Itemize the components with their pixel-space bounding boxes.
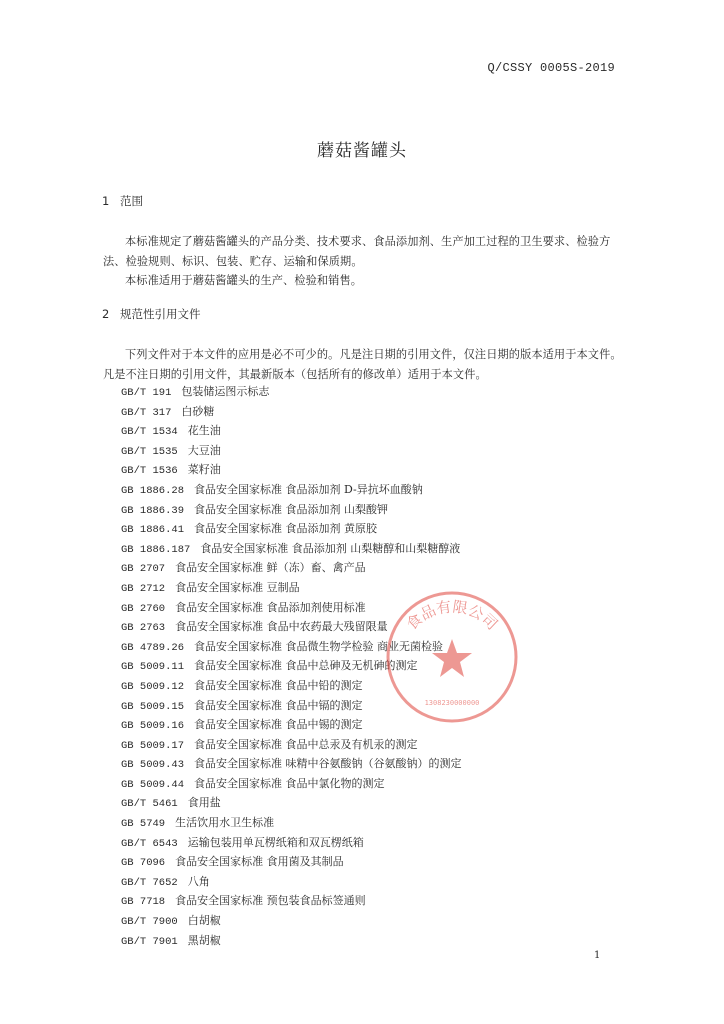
reference-title: 食品安全国家标准 食品中总汞及有机汞的测定 [194, 737, 418, 751]
section-heading-references [102, 306, 201, 322]
reference-title: 运输包装用单瓦楞纸箱和双瓦楞纸箱 [187, 835, 364, 849]
reference-item [121, 558, 601, 578]
reference-item [121, 500, 601, 520]
reference-code: GB 5009.15 [121, 700, 185, 713]
reference-title: 食品安全国家标准 食品中农药最大残留限量 [175, 620, 388, 634]
seal-star-icon [432, 639, 472, 677]
seal-serial: 1308230000000 [424, 699, 480, 707]
reference-code: GB 5009.11 [121, 661, 185, 674]
reference-code: GB/T 317 [121, 406, 172, 419]
reference-title: 食品安全国家标准 食品中氯化物的测定 [194, 776, 385, 790]
reference-item [121, 460, 601, 480]
reference-list [121, 382, 601, 950]
reference-item [121, 715, 601, 735]
company-seal-stamp [382, 587, 522, 727]
reference-title: 八角 [187, 874, 210, 888]
reference-item [121, 656, 601, 676]
reference-title: 食品安全国家标准 味精中谷氨酸钠（谷氨酸钠）的测定 [194, 757, 462, 771]
reference-code: GB/T 6543 [121, 837, 178, 850]
section-heading-scope [102, 193, 143, 209]
paragraph: 本标准规定了蘑菇酱罐头的产品分类、技术要求、食品添加剂、生产加工过程的卫生要求、检验方法、检验规则、标识、包装、贮存、运输和保质期。 [103, 235, 611, 268]
reference-code: GB/T 7900 [121, 916, 178, 929]
reference-code: GB 5749 [121, 818, 166, 831]
section-number: 2 [102, 307, 110, 321]
reference-item [121, 637, 601, 657]
reference-code: GB 1886.41 [121, 524, 185, 537]
reference-code: GB 2760 [121, 602, 166, 615]
reference-title: 白砂糖 [181, 404, 215, 418]
reference-title: 食品安全国家标准 食用菌及其制品 [175, 855, 344, 869]
reference-title: 食品安全国家标准 豆制品 [175, 580, 300, 594]
reference-item [121, 754, 601, 774]
reference-item [121, 911, 601, 931]
reference-item [121, 735, 601, 755]
reference-code: GB 4789.26 [121, 641, 185, 654]
reference-item [121, 833, 601, 853]
reference-item [121, 480, 601, 500]
page-number: 1 [594, 950, 601, 961]
reference-item [121, 441, 601, 461]
reference-item [121, 852, 601, 872]
reference-code: GB 5009.43 [121, 759, 185, 772]
reference-title: 食品安全国家标准 食品中镉的测定 [194, 698, 363, 712]
reference-title: 食品安全国家标准 食品添加剂 山梨酸钾 [194, 502, 389, 516]
reference-title: 食品安全国家标准 食品添加剂 D-异抗坏血酸钠 [194, 482, 423, 496]
seal-text: 食品有限公司 [402, 597, 502, 634]
reference-title: 食品安全国家标准 预包装食品标签通则 [175, 894, 366, 908]
reference-title: 生活饮用水卫生标准 [175, 816, 275, 830]
reference-code: GB 7718 [121, 896, 166, 909]
references-intro [103, 345, 623, 384]
reference-code: GB/T 191 [121, 387, 172, 399]
reference-code: GB/T 1536 [121, 465, 178, 478]
reference-title: 大豆油 [187, 443, 221, 457]
reference-code: GB 5009.12 [121, 680, 185, 693]
reference-item [121, 382, 601, 402]
reference-item [121, 793, 601, 813]
reference-code: GB 1886.28 [121, 484, 185, 497]
reference-title: 白胡椒 [187, 914, 221, 928]
reference-code: GB 7096 [121, 857, 166, 870]
reference-item [121, 872, 601, 892]
reference-title: 食品安全国家标准 食品中铅的测定 [194, 678, 363, 692]
reference-title: 食用盐 [187, 796, 221, 810]
reference-code: GB/T 5461 [121, 798, 178, 811]
paragraph: 下列文件对于本文件的应用是必不可少的。凡是注日期的引用文件，仅注日期的版本适用于本文件。凡是不注日期的引用文件，其最新版本（包括所有的修改单）适用于本文件。 [103, 348, 622, 381]
reference-code: GB/T 7901 [121, 935, 178, 948]
reference-item [121, 891, 601, 911]
reference-code: GB 1886.39 [121, 504, 185, 517]
section-number: 1 [102, 194, 110, 208]
reference-code: GB 5009.17 [121, 739, 185, 752]
paragraph: 本标准适用于蘑菇酱罐头的生产、检验和销售。 [125, 274, 363, 287]
reference-title: 食品安全国家标准 食品中锡的测定 [194, 718, 363, 732]
reference-item [121, 931, 601, 951]
reference-item [121, 696, 601, 716]
reference-item [121, 421, 601, 441]
reference-code: GB 5009.44 [121, 778, 185, 791]
reference-item [121, 676, 601, 696]
reference-code: GB 1886.187 [121, 543, 191, 556]
reference-title: 包装储运图示标志 [181, 385, 270, 398]
reference-item [121, 774, 601, 794]
reference-title: 花生油 [187, 424, 221, 438]
reference-title: 菜籽油 [187, 463, 221, 477]
reference-code: GB/T 7652 [121, 876, 178, 889]
reference-title: 食品安全国家标准 食品添加剂 山梨糖醇和山梨糖醇液 [200, 541, 461, 555]
reference-title: 食品安全国家标准 食品添加剂使用标准 [175, 600, 366, 614]
reference-code: GB 2707 [121, 563, 166, 576]
reference-code: GB 2763 [121, 622, 166, 635]
reference-item [121, 813, 601, 833]
reference-item [121, 539, 601, 559]
reference-item [121, 519, 601, 539]
reference-code: GB 5009.16 [121, 720, 185, 733]
reference-title: 食品安全国家标准 食品添加剂 黄原胶 [194, 522, 378, 536]
reference-title: 食品安全国家标准 鲜（冻）畜、禽产品 [175, 561, 366, 575]
section-title: 范围 [120, 194, 143, 208]
reference-item [121, 617, 601, 637]
reference-item [121, 598, 601, 618]
reference-code: GB/T 1535 [121, 445, 178, 458]
reference-item [121, 578, 601, 598]
document-title: 蘑菇酱罐头 [317, 141, 407, 161]
reference-code: GB 2712 [121, 582, 166, 595]
document-code: Q/CSSY 0005S-2019 [487, 61, 615, 75]
reference-code: GB/T 1534 [121, 426, 178, 439]
section-title: 规范性引用文件 [120, 307, 201, 321]
reference-title: 黑胡椒 [187, 933, 221, 947]
reference-title: 食品安全国家标准 食品中总砷及无机砷的测定 [194, 659, 418, 673]
scope-paragraphs [103, 232, 623, 291]
reference-title: 食品安全国家标准 食品微生物学检验 商业无菌检验 [194, 639, 444, 653]
reference-item [121, 402, 601, 422]
